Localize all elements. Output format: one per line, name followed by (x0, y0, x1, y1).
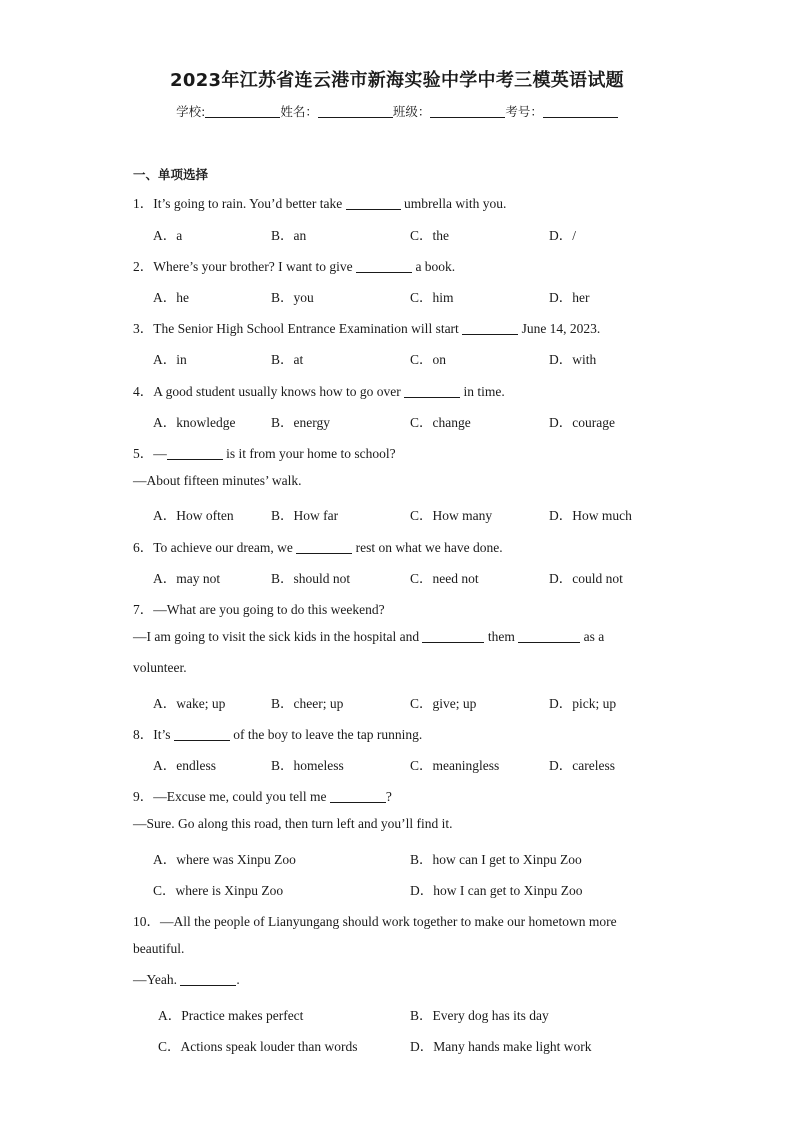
question-text: them (484, 629, 519, 644)
question-1 (133, 192, 506, 212)
question-text: —What are you going to do this weekend? (153, 602, 385, 617)
question-text: in time. (460, 384, 505, 399)
answer-blank (174, 728, 230, 741)
option-b[interactable]: B．you (271, 290, 314, 305)
question-text: —Yeah. (133, 972, 181, 987)
option-c[interactable]: C．How many (410, 508, 493, 523)
question-number: 4． (133, 384, 154, 399)
question-10-cont: beautiful. (133, 941, 185, 956)
question-text: June 14, 2023. (518, 321, 601, 336)
question-7-reply (133, 629, 604, 645)
option-a[interactable]: A．wake; up (153, 696, 226, 711)
option-c[interactable]: C．need not (410, 571, 479, 586)
question-7 (133, 598, 385, 618)
class-blank[interactable] (430, 105, 505, 118)
exam-no-blank[interactable] (543, 105, 618, 118)
option-b[interactable]: B．at (271, 352, 304, 367)
question-text: as a (580, 629, 605, 644)
option-a[interactable]: A．How often (153, 508, 234, 523)
option-a[interactable]: A．he (153, 290, 189, 305)
option-d[interactable]: D．courage (549, 415, 615, 430)
option-d[interactable]: D．her (549, 290, 590, 305)
option-c[interactable]: C．the (410, 228, 449, 243)
question-text: is it from your home to school? (222, 446, 396, 461)
option-d[interactable]: D．/ (549, 228, 576, 243)
exam-no-label: 考号： (505, 104, 543, 119)
answer-blank (518, 630, 580, 643)
answer-blank (356, 260, 412, 273)
option-c[interactable]: C．Actions speak louder than words (158, 1039, 358, 1054)
answer-blank (180, 973, 236, 986)
option-b[interactable]: B．an (271, 228, 307, 243)
question-5-reply: —About fifteen minutes’ walk. (133, 473, 302, 488)
question-10 (133, 910, 617, 930)
option-c[interactable]: C．meaningless (410, 758, 500, 773)
student-info-row (0, 102, 794, 120)
option-a[interactable]: A．endless (153, 758, 216, 773)
option-a[interactable]: A．may not (153, 571, 221, 586)
question-4 (133, 380, 505, 400)
answer-blank (167, 447, 223, 460)
question-5 (133, 442, 396, 462)
option-a[interactable]: A．Practice makes perfect (158, 1008, 304, 1023)
option-a[interactable]: A．in (153, 352, 187, 367)
question-number: 6． (133, 540, 154, 555)
answer-blank (346, 197, 401, 210)
question-text: —Excuse me, could you tell me (153, 789, 330, 804)
question-7-cont: volunteer. (133, 660, 187, 675)
question-number: 2． (133, 259, 154, 274)
option-d[interactable]: D．with (549, 352, 597, 367)
answer-blank (404, 385, 460, 398)
question-10-reply (133, 972, 240, 988)
question-text: —I am going to visit the sick kids in the hospital and (133, 629, 423, 644)
name-label: 姓名： (280, 104, 318, 119)
name-blank[interactable] (318, 105, 393, 118)
option-d[interactable]: D．Many hands make light work (410, 1039, 592, 1054)
answer-blank (422, 630, 484, 643)
option-d[interactable]: D．pick; up (549, 696, 617, 711)
question-text: Where’s your brother? I want to give (153, 259, 357, 274)
section-title: 一、单项选择 (133, 167, 209, 182)
option-b[interactable]: B．how can I get to Xinpu Zoo (410, 852, 582, 867)
question-text: A good student usually knows how to go over (153, 384, 405, 399)
option-b[interactable]: B．energy (271, 415, 330, 430)
question-text: of the boy to leave the tap running. (229, 727, 423, 742)
option-b[interactable]: B．cheer; up (271, 696, 344, 711)
question-number: 8． (133, 727, 154, 742)
option-b[interactable]: B．How far (271, 508, 339, 523)
option-a[interactable]: A．where was Xinpu Zoo (153, 852, 296, 867)
question-3 (133, 317, 600, 337)
question-number: 10． (133, 914, 160, 929)
question-9-reply: —Sure. Go along this road, then turn left and you’ll find it. (133, 816, 453, 831)
question-number: 1． (133, 196, 154, 211)
option-c[interactable]: C．change (410, 415, 471, 430)
option-d[interactable]: D．could not (549, 571, 623, 586)
question-text: —All the people of Lianyungang should work together to make our hometown more (160, 914, 617, 929)
answer-blank (462, 322, 518, 335)
question-text: ? (385, 789, 392, 804)
question-text: It’s going to rain. You’d better take (153, 196, 346, 211)
option-d[interactable]: D．how I can get to Xinpu Zoo (410, 883, 583, 898)
question-text: . (236, 972, 240, 987)
question-text: To achieve our dream, we (153, 540, 297, 555)
class-label: 班级： (392, 104, 431, 119)
school-blank[interactable] (205, 105, 280, 118)
school-label: 学校: (176, 104, 206, 119)
option-b[interactable]: B．should not (271, 571, 351, 586)
option-b[interactable]: B．Every dog has its day (410, 1008, 549, 1023)
question-8 (133, 723, 422, 743)
option-c[interactable]: C．where is Xinpu Zoo (153, 883, 284, 898)
question-number: 3． (133, 321, 154, 336)
question-2 (133, 255, 455, 275)
question-text: a book. (412, 259, 456, 274)
question-number: 9． (133, 789, 154, 804)
option-b[interactable]: B．homeless (271, 758, 344, 773)
option-a[interactable]: A．knowledge (153, 415, 236, 430)
question-text: It’s (153, 727, 174, 742)
question-text: The Senior High School Entrance Examination will start (153, 321, 463, 336)
question-number: 7． (133, 602, 154, 617)
question-6 (133, 536, 503, 556)
exam-title: 2023年江苏省连云港市新海实验中学中考三模英语试题 (170, 70, 624, 91)
option-d[interactable]: D．careless (549, 758, 615, 773)
question-text: rest on what we have done. (352, 540, 503, 555)
question-text: — (153, 446, 167, 461)
option-c[interactable]: C．give; up (410, 696, 477, 711)
answer-blank (296, 541, 352, 554)
question-text: umbrella with you. (400, 196, 507, 211)
option-d[interactable]: D．How much (549, 508, 632, 523)
option-c[interactable]: C．him (410, 290, 454, 305)
question-9 (133, 785, 392, 805)
answer-blank (330, 790, 386, 803)
option-c[interactable]: C．on (410, 352, 447, 367)
question-number: 5． (133, 446, 154, 461)
option-a[interactable]: A．a (153, 228, 183, 243)
